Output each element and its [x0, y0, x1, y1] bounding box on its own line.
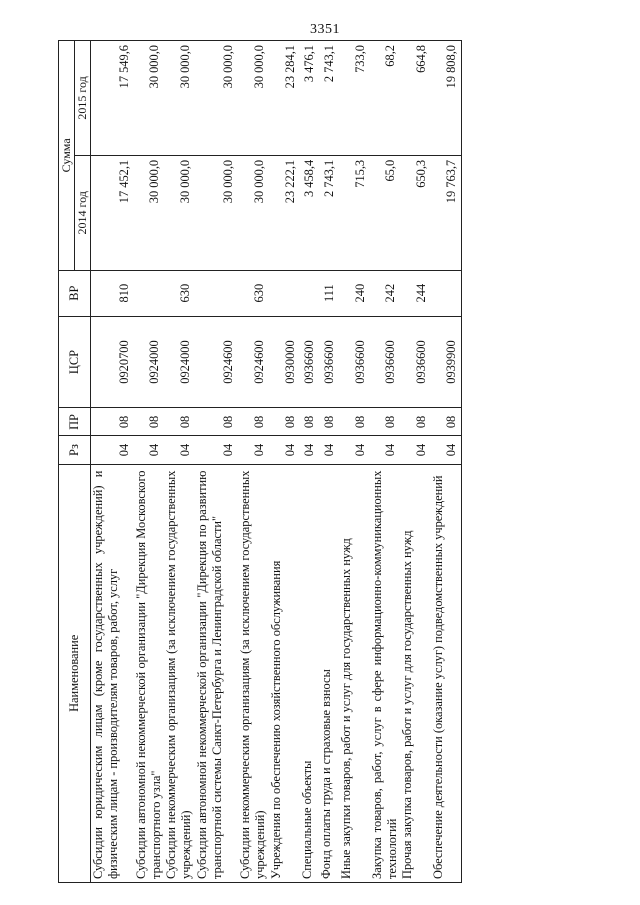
header-csr: ЦСР	[59, 316, 91, 408]
row-rz: 04	[91, 436, 134, 464]
row-vr: 111	[319, 270, 339, 316]
row-name: Фонд оплаты труда и страховые взносы	[319, 464, 339, 882]
row-sum-2015: 19 808,0	[431, 41, 462, 156]
row-sum-2014: 650,3	[400, 155, 431, 270]
row-csr: 0936600	[300, 316, 319, 408]
row-sum-2015: 664,8	[400, 41, 431, 156]
row-vr: 242	[370, 270, 400, 316]
row-sum-2014: 19 763,7	[431, 155, 462, 270]
rotated-sheet	[58, 40, 590, 883]
page-number: 3351	[310, 22, 340, 37]
row-name: Субсидии автономной некоммерческой организации "Дирекция Московского транспортного узла"	[134, 464, 164, 882]
table-row	[339, 41, 370, 883]
row-pr: 08	[238, 408, 269, 436]
row-sum-2015: 30 000,0	[134, 41, 164, 156]
row-vr	[134, 270, 164, 316]
row-csr: 0939900	[431, 316, 462, 408]
header-2014: 2014 год	[75, 155, 91, 270]
row-pr: 08	[339, 408, 370, 436]
header-sum: Сумма	[59, 41, 75, 271]
row-pr: 08	[300, 408, 319, 436]
table-row	[91, 41, 134, 883]
header-pr: ПР	[59, 408, 91, 436]
budget-table	[58, 40, 462, 883]
row-sum-2014: 65,0	[370, 155, 400, 270]
row-sum-2015: 30 000,0	[164, 41, 195, 156]
row-sum-2014: 30 000,0	[238, 155, 269, 270]
row-name: Субсидии некоммерческим организациям (за исключением государственных учреждений)	[164, 464, 195, 882]
row-rz: 04	[339, 436, 370, 464]
row-rz: 04	[164, 436, 195, 464]
row-sum-2014: 30 000,0	[195, 155, 238, 270]
row-csr: 0936600	[370, 316, 400, 408]
row-vr: 240	[339, 270, 370, 316]
table-body	[91, 41, 462, 883]
row-name: Закупка товаров, работ, услуг в сфере информационно-коммуникационных технологий	[370, 464, 400, 882]
table-row	[134, 41, 164, 883]
row-name: Субсидии юридическим лицам (кроме государственных учреждений) и физическим лицам - производителям товаров, работ, услуг	[91, 464, 134, 882]
table-row	[195, 41, 238, 883]
row-sum-2015: 733,0	[339, 41, 370, 156]
row-sum-2014: 30 000,0	[164, 155, 195, 270]
row-sum-2014: 2 743,1	[319, 155, 339, 270]
row-pr: 08	[370, 408, 400, 436]
row-vr	[269, 270, 300, 316]
row-rz: 04	[370, 436, 400, 464]
table-row	[238, 41, 269, 883]
row-rz: 04	[238, 436, 269, 464]
row-sum-2015: 23 284,1	[269, 41, 300, 156]
row-sum-2014: 30 000,0	[134, 155, 164, 270]
budget-table-container	[58, 40, 590, 883]
row-name: Специальные объекты	[300, 464, 319, 882]
row-csr: 0920700	[91, 316, 134, 408]
row-sum-2015: 2 743,1	[319, 41, 339, 156]
row-vr	[431, 270, 462, 316]
row-pr: 08	[91, 408, 134, 436]
row-csr: 0924600	[195, 316, 238, 408]
row-csr: 0924600	[238, 316, 269, 408]
row-rz: 04	[195, 436, 238, 464]
row-name: Прочая закупка товаров, работ и услуг для государственных нужд	[400, 464, 431, 882]
row-vr: 244	[400, 270, 431, 316]
row-csr: 0936600	[400, 316, 431, 408]
row-sum-2014: 17 452,1	[91, 155, 134, 270]
table-row	[431, 41, 462, 883]
row-name: Иные закупки товаров, работ и услуг для государственных нужд	[339, 464, 370, 882]
row-rz: 04	[269, 436, 300, 464]
row-vr: 630	[238, 270, 269, 316]
row-csr: 0924000	[134, 316, 164, 408]
row-rz: 04	[400, 436, 431, 464]
row-pr: 08	[195, 408, 238, 436]
row-pr: 08	[269, 408, 300, 436]
row-csr: 0930000	[269, 316, 300, 408]
row-sum-2014: 715,3	[339, 155, 370, 270]
row-csr: 0936600	[319, 316, 339, 408]
row-vr: 810	[91, 270, 134, 316]
row-pr: 08	[164, 408, 195, 436]
header-name: Наименование	[59, 464, 91, 882]
row-vr	[300, 270, 319, 316]
row-sum-2015: 30 000,0	[195, 41, 238, 156]
row-name: Субсидии некоммерческим организациям (за исключением государственных учреждений)	[238, 464, 269, 882]
row-sum-2014: 23 222,1	[269, 155, 300, 270]
row-name: Субсидии автономной некоммерческой организации "Дирекция по развитию транспортной системы Санкт-Петербурга и Ленинградской области"	[195, 464, 238, 882]
table-row	[164, 41, 195, 883]
row-sum-2015: 68,2	[370, 41, 400, 156]
row-vr: 630	[164, 270, 195, 316]
row-sum-2014: 3 458,4	[300, 155, 319, 270]
header-rz: Рз	[59, 436, 91, 464]
row-pr: 08	[400, 408, 431, 436]
row-name: Учреждения по обеспечению хозяйственного обслуживания	[269, 464, 300, 882]
header-2015: 2015 год	[75, 41, 91, 156]
row-rz: 04	[300, 436, 319, 464]
table-row	[319, 41, 339, 883]
row-csr: 0936600	[339, 316, 370, 408]
row-rz: 04	[319, 436, 339, 464]
row-sum-2015: 3 476,1	[300, 41, 319, 156]
row-rz: 04	[431, 436, 462, 464]
row-csr: 0924000	[164, 316, 195, 408]
row-vr	[195, 270, 238, 316]
table-row	[269, 41, 300, 883]
row-pr: 08	[431, 408, 462, 436]
table-row	[400, 41, 431, 883]
table-row	[370, 41, 400, 883]
row-sum-2015: 30 000,0	[238, 41, 269, 156]
row-pr: 08	[319, 408, 339, 436]
table-row	[300, 41, 319, 883]
row-sum-2015: 17 549,6	[91, 41, 134, 156]
row-name: Обеспечение деятельности (оказание услуг) подведомственных учреждений	[431, 464, 462, 882]
row-pr: 08	[134, 408, 164, 436]
row-rz: 04	[134, 436, 164, 464]
header-vr: ВР	[59, 270, 91, 316]
